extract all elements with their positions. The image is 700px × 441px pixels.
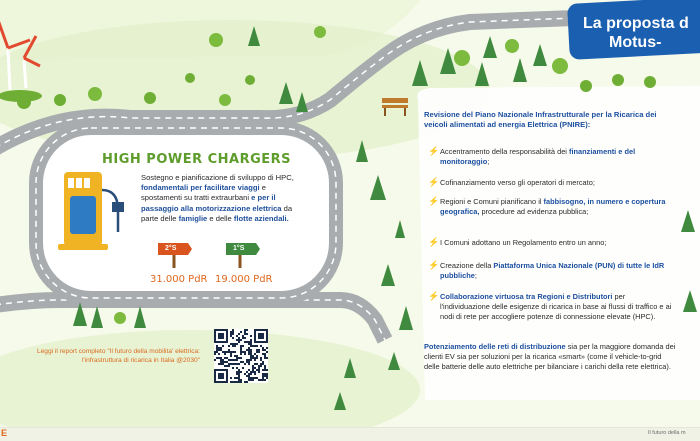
sign-label-right: 1°S	[233, 245, 245, 252]
footer-text: Il futuro della m	[648, 430, 686, 436]
bold-text: famiglie	[178, 213, 208, 223]
text-run: e delle	[207, 213, 234, 223]
bold-text: flotte aziendali.	[233, 213, 289, 223]
header-banner-title	[583, 14, 689, 52]
text-run: per l'individuazione delle esigenze di ricarica in base ai flussi di traffico e ai nodi di rete per accogliere potenze di connessione elevate (HPC).	[440, 292, 672, 321]
footer-bar	[0, 427, 700, 441]
banner-line-1: La proposta d	[583, 15, 689, 32]
text-run: Creazione della	[440, 261, 494, 270]
bold-text: Collaborazione virtuosa tra Regioni e Distributori	[440, 292, 613, 301]
bold-text: fabbisogno, in numero e copertura geografica,	[440, 197, 666, 216]
pnire-item	[440, 178, 676, 188]
distribution-network-text	[424, 342, 676, 372]
text-run: Regioni e Comuni pianificano il	[440, 197, 544, 206]
pdr-right: 19.000 PdR	[215, 274, 273, 285]
text-run: sia per la maggiore domanda dei clienti EV sia per soluzioni per la ricarica «smart» (come il vehicle-to-grid delle batterie delle auto elettriche per bilanciare i carichi della rete elettrica).	[424, 342, 676, 371]
text-run: e spostamenti su tratti extraurbani	[141, 183, 266, 203]
text-run: Cofinanziamento verso gli operatori di mercato;	[440, 178, 595, 187]
lightning-bolt-icon: ⚡	[428, 146, 440, 156]
pnire-item	[440, 238, 676, 248]
pnire-item	[440, 147, 676, 167]
hpc-title: HIGH POWER CHARGERS	[102, 152, 292, 167]
lightning-bolt-icon: ⚡	[428, 177, 440, 187]
bold-text: fondamentali per facilitare viaggi	[141, 183, 260, 193]
text-run: ;	[487, 157, 490, 166]
pnire-item	[440, 292, 676, 322]
report-link[interactable]: Leggi il report completo "Il futuro della mobilita' elettrica: l'infrastruttura di ricarica in Italia @2030"	[36, 348, 200, 365]
lightning-bolt-icon: ⚡	[428, 237, 440, 247]
text-run: ;	[474, 271, 477, 280]
banner-line-2: Motus-	[609, 34, 662, 51]
text-run: procedure ad evidenza pubblica;	[479, 207, 589, 216]
lightning-bolt-icon: ⚡	[428, 291, 440, 301]
lightning-bolt-icon: ⚡	[428, 260, 440, 270]
pdr-left: 31.000 PdR	[150, 274, 208, 285]
lightning-bolt-icon: ⚡	[428, 196, 440, 206]
text-run: Sostegno e pianificazione di sviluppo di HPC,	[141, 173, 294, 182]
pnire-item	[440, 261, 676, 281]
bold-text: Potenziamento delle reti di distribuzione	[424, 342, 566, 351]
footer-logo: E	[1, 428, 8, 438]
pnire-heading: Revisione del Piano Nazionale Infrastrutturale per la Ricarica dei veicoli alimentati ad energia Elettrica (PNIRE):	[424, 110, 657, 129]
hpc-description	[141, 173, 299, 224]
pnire-item	[440, 197, 676, 217]
text-run: da parte delle	[141, 203, 293, 223]
bold-text: finanziamenti e del monitoraggio	[440, 147, 636, 166]
sign-label-left: 2°S	[165, 245, 177, 252]
bold-text: Piattaforma Unica Nazionale (PUN) di tutte le IdR pubbliche	[440, 261, 665, 280]
qr-code-icon[interactable]	[214, 329, 268, 383]
text-run: Accentramento della responsabilità dei	[440, 147, 570, 156]
text-run: I Comuni adottano un Regolamento entro un anno;	[440, 238, 607, 247]
bold-text: e per il passaggio alla motorizzazione elettrica	[141, 193, 282, 213]
